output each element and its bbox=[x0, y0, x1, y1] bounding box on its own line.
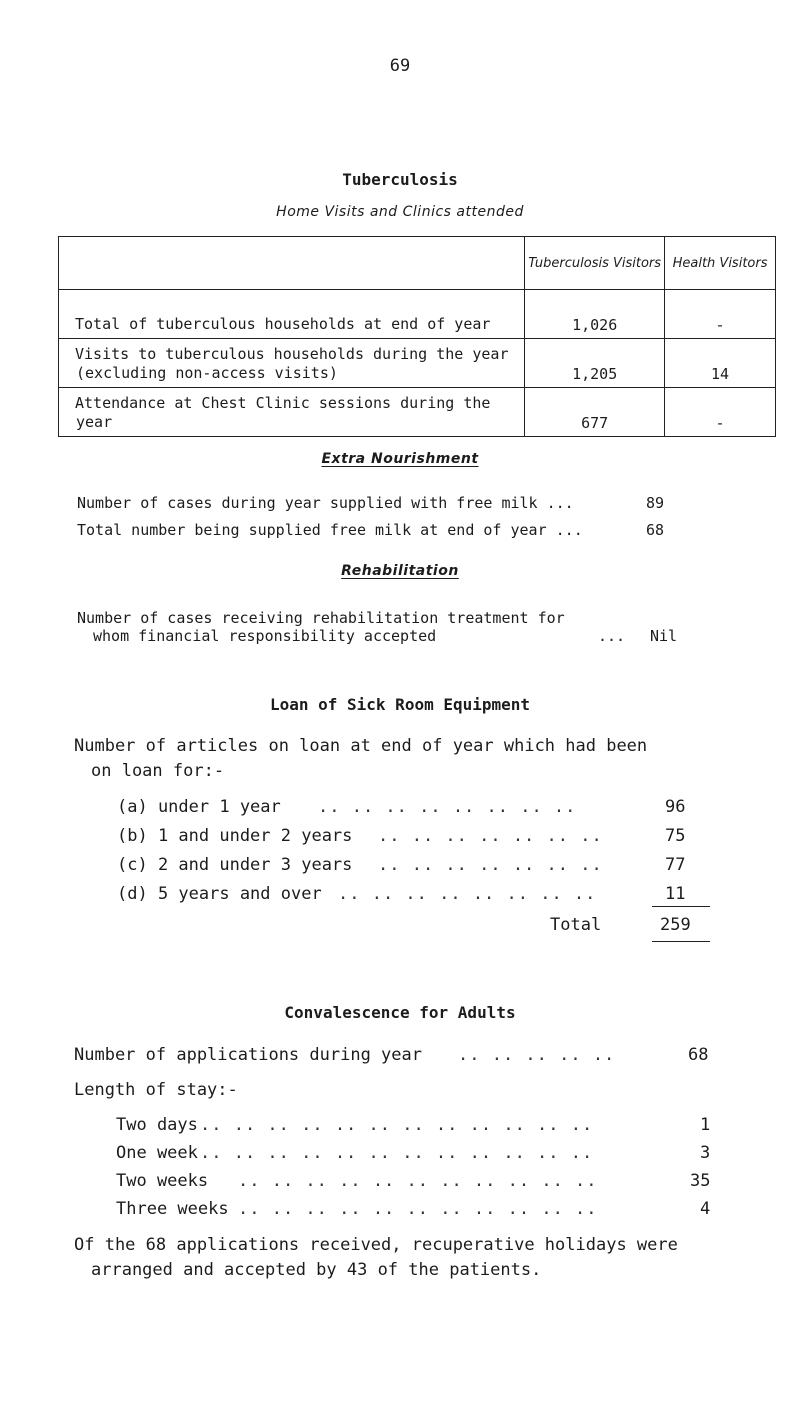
row-label: Total of tuberculous households at end of year bbox=[59, 290, 525, 339]
table-header-row bbox=[59, 237, 776, 290]
col-header-tb-visitors: Tuberculosis Visitors bbox=[525, 237, 665, 290]
loan-item-label: (b) 1 and under 2 years bbox=[117, 826, 353, 846]
summary-line1: Of the 68 applications received, recuperative holidays were bbox=[74, 1235, 678, 1255]
leader-dots: .. .. .. .. .. .. .. .. bbox=[338, 884, 597, 904]
loan-item-value: 75 bbox=[665, 826, 686, 846]
stay-value: 4 bbox=[700, 1199, 711, 1219]
leader-dots: .. .. .. .. .. .. .. .. .. .. .. bbox=[238, 1171, 598, 1191]
cell-health-visitors: - bbox=[665, 388, 776, 437]
leader-dots: .. .. .. .. .. .. .. .. .. .. .. .. bbox=[200, 1143, 594, 1163]
loan-item-label: (d) 5 years and over bbox=[117, 884, 322, 904]
cell-tb-visitors: 677 bbox=[525, 388, 665, 437]
leader-dots: .. .. .. .. .. .. .. .. .. .. .. .. bbox=[200, 1115, 594, 1135]
rehabilitation-value: Nil bbox=[650, 627, 678, 645]
stay-value: 3 bbox=[700, 1143, 711, 1163]
stay-label: Two weeks bbox=[116, 1171, 209, 1191]
summary-line2: arranged and accepted by 43 of the patients. bbox=[91, 1260, 542, 1280]
stay-label: Three weeks bbox=[116, 1199, 229, 1219]
table-header-blank bbox=[59, 237, 525, 290]
stay-value: 35 bbox=[690, 1171, 711, 1191]
table-row bbox=[59, 290, 776, 339]
nourishment-value: 68 bbox=[646, 521, 665, 539]
table-row bbox=[59, 339, 776, 388]
extra-nourishment-heading: Extra Nourishment bbox=[321, 451, 479, 467]
tuberculosis-table bbox=[58, 236, 776, 437]
loan-item-label: (a) under 1 year bbox=[117, 797, 281, 817]
loan-item-value: 11 bbox=[665, 884, 686, 904]
nourishment-value: 89 bbox=[646, 494, 665, 512]
cell-tb-visitors: 1,026 bbox=[525, 290, 665, 339]
length-of-stay-label: Length of stay:- bbox=[74, 1080, 238, 1100]
nourishment-item: Number of cases during year supplied with free milk ... bbox=[77, 494, 574, 512]
loan-intro-line2: on loan for:- bbox=[91, 761, 225, 781]
leader-dots: .. .. .. .. .. .. .. .. .. .. .. bbox=[238, 1199, 598, 1219]
stay-label: One week bbox=[116, 1143, 198, 1163]
cell-health-visitors: 14 bbox=[665, 339, 776, 388]
loan-intro-line1: Number of articles on loan at end of year which had been bbox=[74, 736, 648, 756]
loan-item-value: 77 bbox=[665, 855, 686, 875]
loan-item-value: 96 bbox=[665, 797, 686, 817]
tuberculosis-subtitle: Home Visits and Clinics attended bbox=[276, 204, 524, 220]
row-label: Attendance at Chest Clinic sessions during the year bbox=[59, 388, 525, 437]
row-label: Visits to tuberculous households during the year (excluding non-access visits) bbox=[59, 339, 525, 388]
col-header-health-visitors: Health Visitors bbox=[665, 237, 776, 290]
cell-tb-visitors: 1,205 bbox=[525, 339, 665, 388]
loan-item-label: (c) 2 and under 3 years bbox=[117, 855, 353, 875]
loan-total-label: Total bbox=[550, 915, 602, 935]
stay-value: 1 bbox=[700, 1115, 711, 1135]
page-number: 69 bbox=[389, 56, 411, 76]
table-row bbox=[59, 388, 776, 437]
rehabilitation-heading: Rehabilitation bbox=[341, 563, 459, 579]
applications-label: Number of applications during year bbox=[74, 1045, 422, 1065]
loan-heading: Loan of Sick Room Equipment bbox=[269, 695, 531, 714]
rehabilitation-dots: ... bbox=[598, 627, 626, 645]
leader-dots: .. .. .. .. .. .. .. bbox=[378, 855, 603, 875]
total-rule-bottom bbox=[652, 941, 710, 942]
tuberculosis-heading: Tuberculosis bbox=[342, 170, 458, 189]
stay-label: Two days bbox=[116, 1115, 198, 1135]
applications-value: 68 bbox=[688, 1045, 709, 1065]
loan-total-value: 259 bbox=[660, 915, 691, 935]
cell-health-visitors: - bbox=[665, 290, 776, 339]
nourishment-item: Total number being supplied free milk at end of year ... bbox=[77, 521, 583, 539]
total-rule-top bbox=[652, 906, 710, 907]
convalescence-heading: Convalescence for Adults bbox=[284, 1003, 516, 1022]
leader-dots: .. .. .. .. .. .. .. bbox=[378, 826, 603, 846]
rehabilitation-line1: Number of cases receiving rehabilitation treatment for bbox=[77, 609, 565, 627]
leader-dots: .. .. .. .. .. .. .. .. bbox=[318, 797, 577, 817]
rehabilitation-line2: whom financial responsibility accepted bbox=[93, 627, 437, 645]
leader-dots: .. .. .. .. .. bbox=[458, 1045, 616, 1065]
